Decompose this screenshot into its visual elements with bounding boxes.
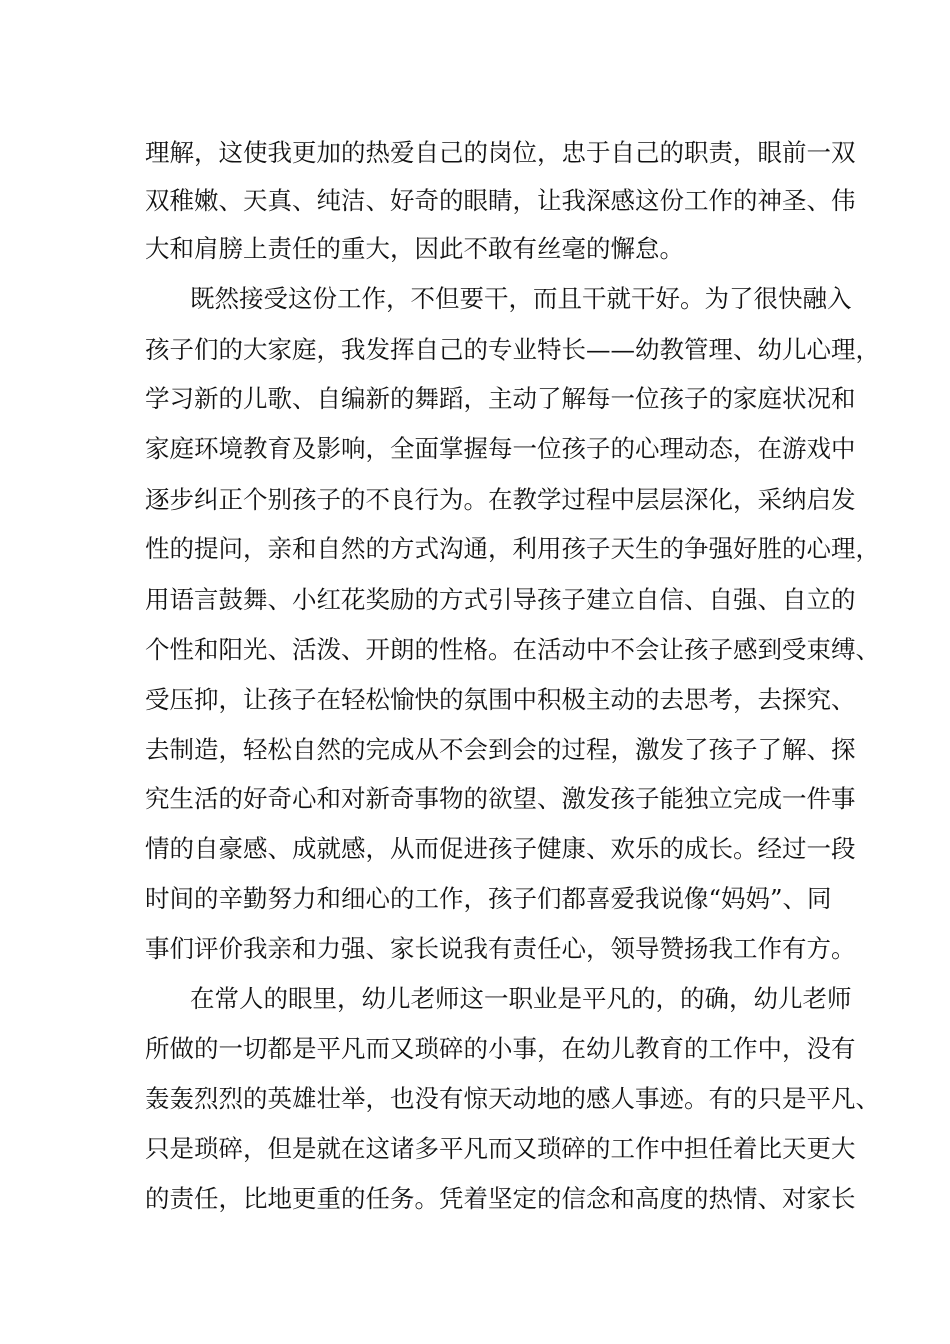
text-line: 大和肩膀上责任的重大，因此不敢有丝毫的懈怠。: [145, 234, 684, 263]
text-line: 轰轰烈烈的英雄壮举，也没有惊天动地的感人事迹。有的只是平凡、: [145, 1084, 880, 1113]
text-line: 个性和阳光、活泼、开朗的性格。在活动中不会让孩子感到受束缚、: [145, 635, 880, 664]
text-line: 只是琐碎，但是就在这诸多平凡而又琐碎的工作中担任着比天更大: [145, 1134, 856, 1163]
paragraph-start-line: 既然接受这份工作，不但要干，而且干就干好。为了很快融入: [190, 284, 852, 313]
text-line: 时间的辛勤努力和细心的工作，孩子们都喜爱我说像“妈妈”、同: [145, 884, 832, 913]
text-line: 学习新的儿歌、自编新的舞蹈，主动了解每一位孩子的家庭状况和: [145, 384, 856, 413]
text-line: 去制造，轻松自然的完成从不会到会的过程，激发了孩子了解、探: [145, 735, 856, 764]
text-line: 用语言鼓舞、小红花奖励的方式引导孩子建立自信、自强、自立的: [145, 585, 856, 614]
text-line: 理解，这使我更加的热爱自己的岗位，忠于自己的职责，眼前一双: [145, 138, 856, 167]
text-line: 双稚嫩、天真、纯洁、好奇的眼睛，让我深感这份工作的神圣、伟: [145, 186, 856, 215]
text-line: 情的自豪感、成就感，从而促进孩子健康、欢乐的成长。经过一段: [145, 834, 856, 863]
text-line: 受压抑，让孩子在轻松愉快的氛围中积极主动的去思考，去探究、: [145, 685, 856, 714]
text-line: 逐步纠正个别孩子的不良行为。在教学过程中层层深化，采纳启发: [145, 485, 856, 514]
text-line: 事们评价我亲和力强、家长说我有责任心，领导赞扬我工作有方。: [145, 934, 856, 963]
paragraph-start-line: 在常人的眼里，幼儿老师这一职业是平凡的，的确，幼儿老师: [190, 984, 852, 1013]
text-line: 究生活的好奇心和对新奇事物的欲望、激发孩子能独立完成一件事: [145, 784, 856, 813]
text-line: 家庭环境教育及影响，全面掌握每一位孩子的心理动态，在游戏中: [145, 434, 856, 463]
text-line: 性的提问，亲和自然的方式沟通，利用孩子天生的争强好胜的心理，: [145, 534, 880, 563]
text-line: 所做的一切都是平凡而又琐碎的小事，在幼儿教育的工作中，没有: [145, 1034, 856, 1063]
text-line: 孩子们的大家庭，我发挥自己的专业特长——幼教管理、幼儿心理，: [145, 335, 880, 364]
text-line: 的责任，比地更重的任务。凭着坚定的信念和高度的热情、对家长: [145, 1184, 856, 1213]
